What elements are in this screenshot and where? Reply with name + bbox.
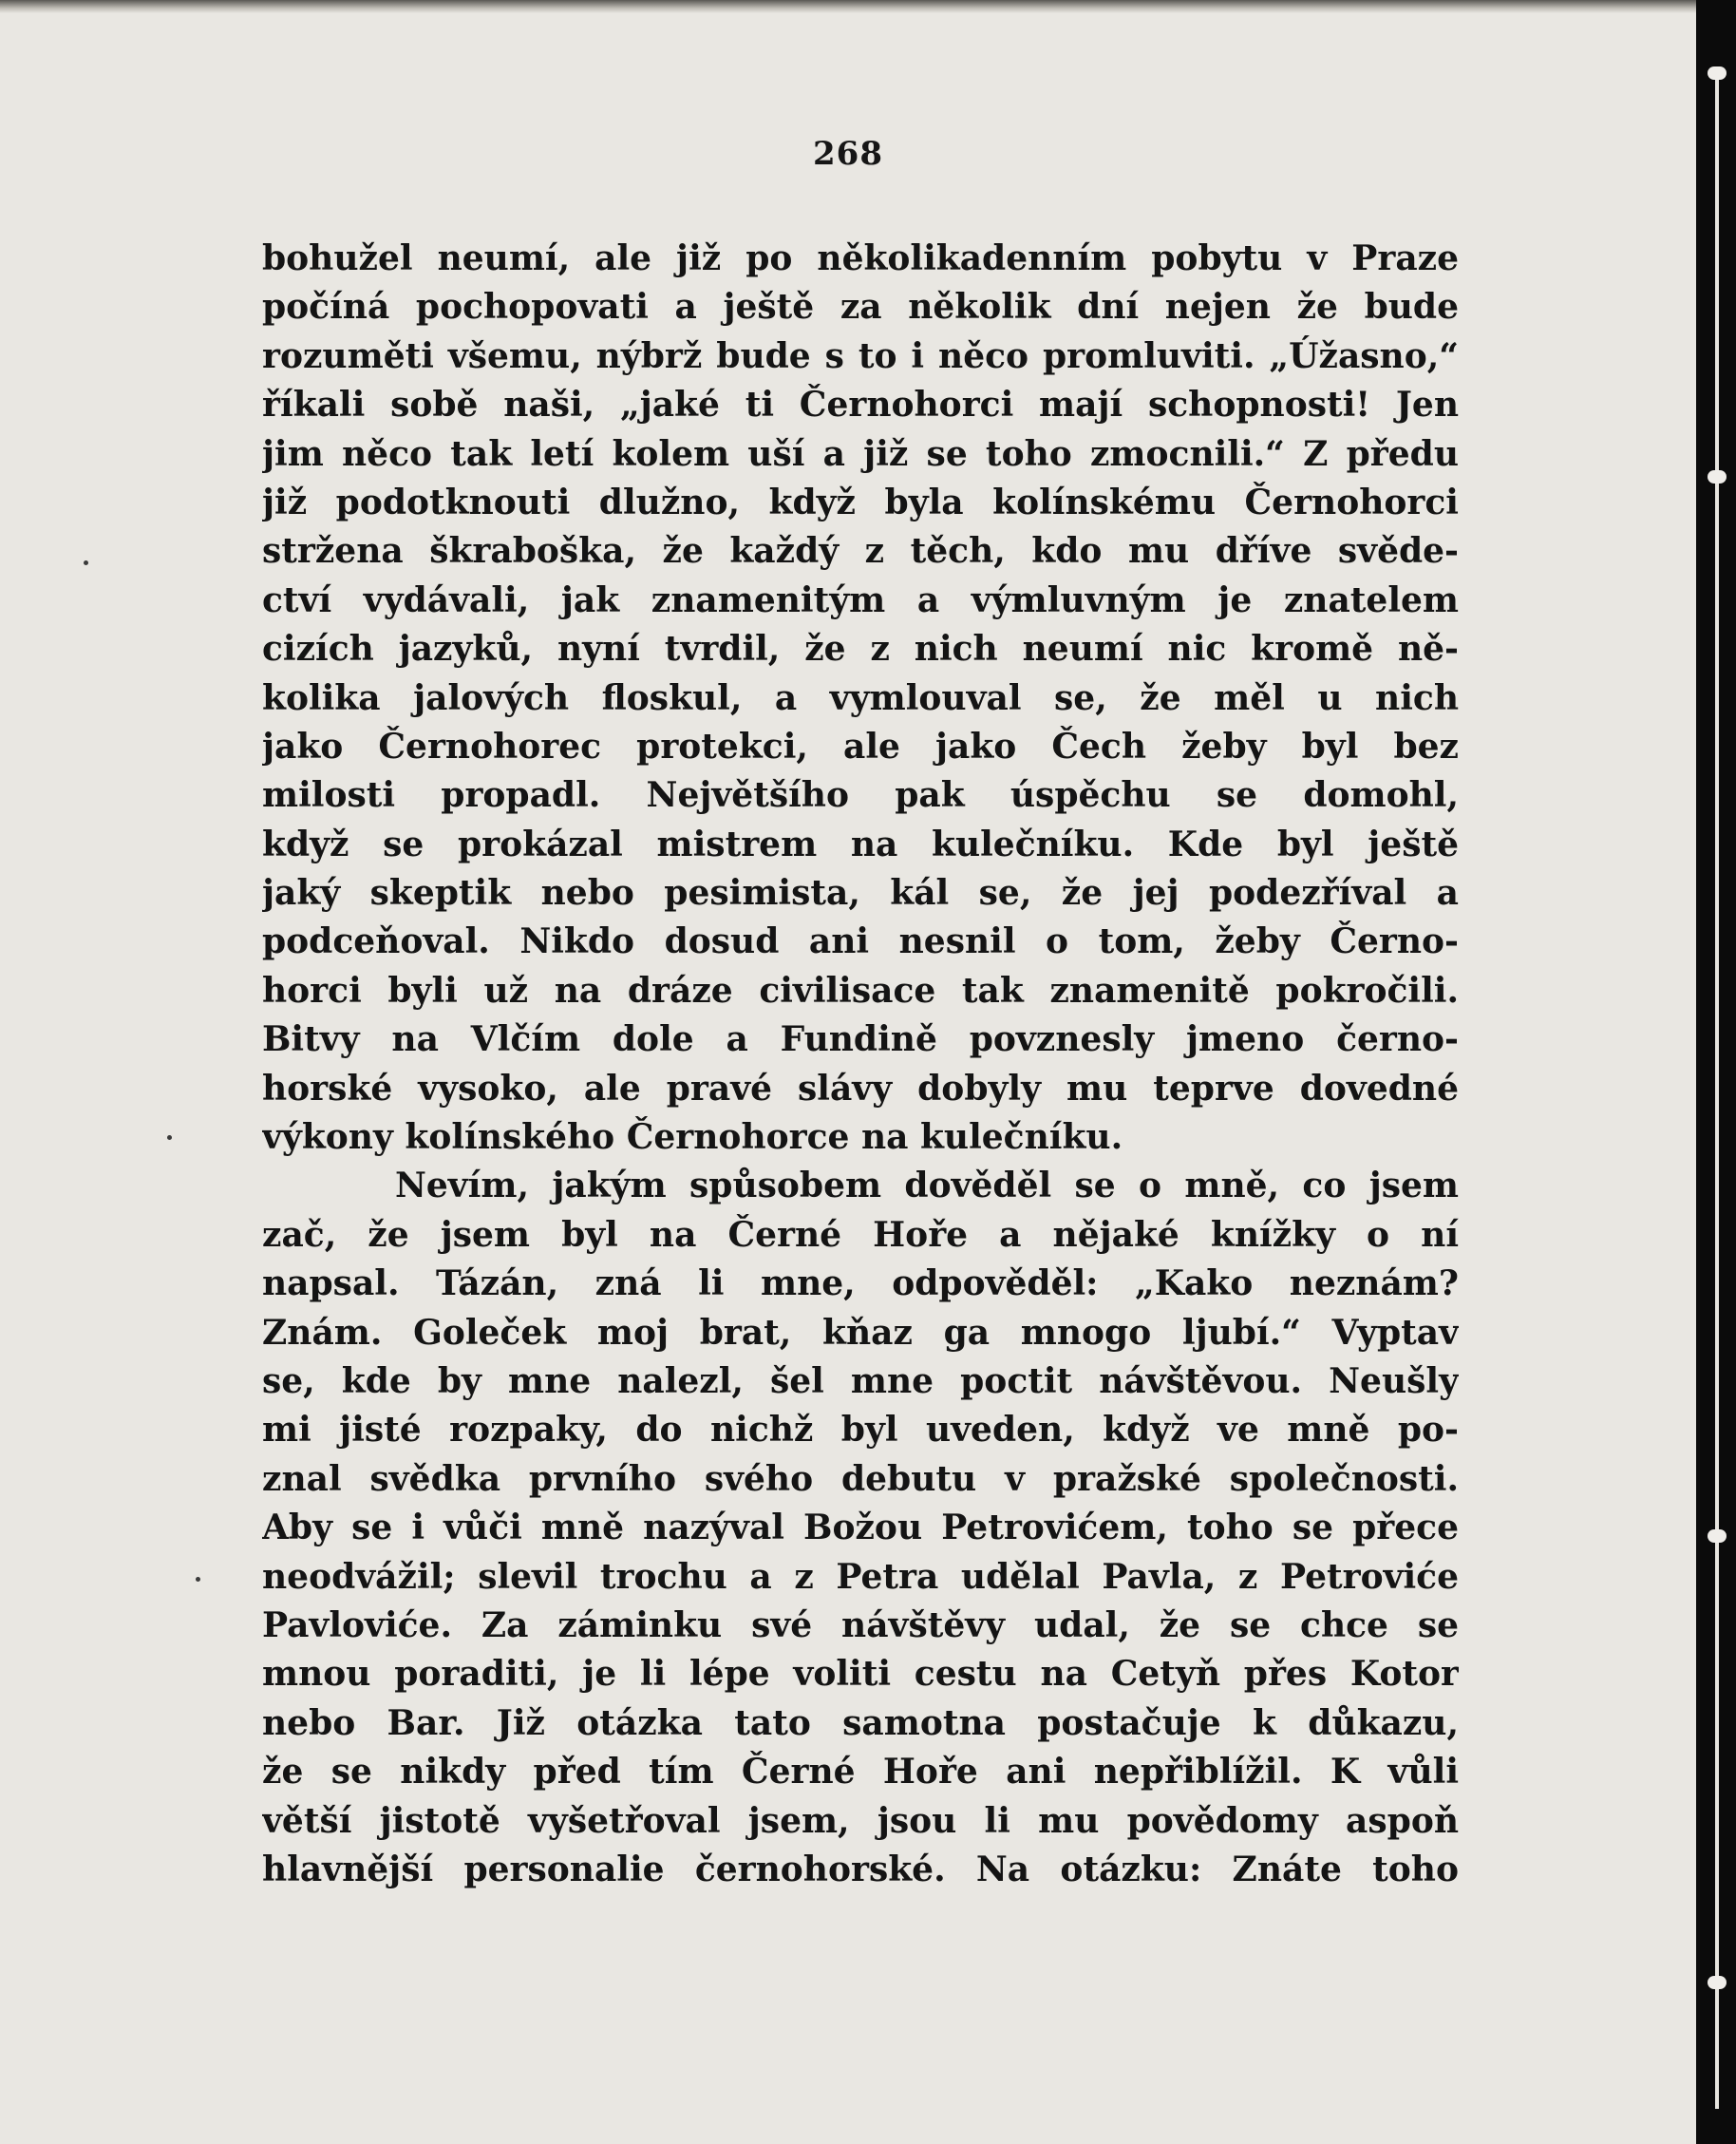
paragraph-last-line: výkony kolínského Černohorce na kulečníku.	[262, 1117, 1123, 1158]
text-line: cizích jazyků, nyní tvrdil, že z nich neumí nic kromě ně-	[262, 629, 1459, 670]
text-line: nebo Bar. Již otázka tato samotna postačuje k důkazu,	[262, 1702, 1459, 1743]
print-speck	[84, 560, 88, 565]
text-line: již podotknouti dlužno, když byla kolínskému Černohorci	[262, 482, 1459, 522]
text-line: když se prokázal mistrem na kulečníku. Kde byl ještě	[262, 824, 1459, 864]
text-line: říkali sobě naši, „jaké ti Černohorci mají schopnosti! Jen	[262, 385, 1459, 426]
text-line: větší jistotě vyšetřoval jsem, jsou li mu povědomy aspoň	[262, 1800, 1459, 1841]
text-line: jaký skeptik nebo pesimista, kál se, že jej podezříval a	[262, 873, 1459, 914]
text-line: kolika jalových floskul, a vymlouval se, že měl u nich	[262, 677, 1459, 718]
text-line: napsal. Tázán, zná li mne, odpověděl: „Kako neznám?	[262, 1263, 1459, 1304]
text-line: Pavloviće. Za záminku své návštěvy udal, že se chce se	[262, 1604, 1459, 1645]
text-line: ctví vydávali, jak znamenitým a výmluvným je znatelem	[262, 579, 1459, 620]
text-line: Aby se i vůči mně nazýval Božou Petrovićem, toho se přece	[262, 1508, 1459, 1548]
text-line: Bitvy na Vlčím dole a Fundině povznesly jmeno černo-	[262, 1019, 1459, 1060]
text-line: jim něco tak letí kolem uší a již se toho zmocnili.“ Z předu	[262, 433, 1459, 474]
text-line: bohužel neumí, ale již po několikadenním pobytu v Praze	[262, 238, 1459, 278]
text-line: rozuměti všemu, nýbrž bude s to i něco promluviti. „Úžasno,“	[262, 335, 1459, 376]
text-line: hlavnější personalie černohorské. Na otázku: Znáte toho	[262, 1849, 1459, 1889]
text-line: mi jisté rozpaky, do nichž byl uveden, když ve mně po-	[262, 1410, 1459, 1451]
scan-edge-mark	[1708, 66, 1727, 80]
text-line: stržena škraboška, že každý z těch, kdo mu dříve svěde-	[262, 531, 1459, 572]
text-line: že se nikdy před tím Černé Hoře ani nepřiblížil. K vůli	[262, 1752, 1459, 1793]
text-line: zač, že jsem byl na Černé Hoře a nějaké knížky o ní	[262, 1214, 1459, 1255]
page-number: 268	[813, 135, 883, 173]
text-line: podceňoval. Nikdo dosud ani nesnil o tom, žeby Černo-	[262, 921, 1459, 962]
scan-edge-mark	[1708, 1976, 1727, 1989]
text-line: mnou poraditi, je li lépe voliti cestu na Cetyň přes Kotor	[262, 1654, 1459, 1695]
text-line: neodvážil; slevil trochu a z Petra udělal Pavla, z Petroviće	[262, 1556, 1459, 1597]
scan-edge-mark	[1708, 470, 1727, 484]
text-line: Znám. Goleček moj brat, kňaz ga mnogo ljubí.“ Vyptav	[262, 1312, 1459, 1353]
text-line: horci byli už na dráze civilisace tak znamenitě pokročili.	[262, 970, 1459, 1011]
paragraph-first-line: Nevím, jakým spůsobem dověděl se o mně, co jsem	[395, 1166, 1459, 1206]
text-line: znal svědka prvního svého debutu v pražské společnosti.	[262, 1458, 1459, 1499]
text-line: počíná pochopovati a ještě za několik dní nejen že bude	[262, 287, 1459, 328]
text-line: se, kde by mne nalezl, šel mne poctit návštěvou. Neušly	[262, 1360, 1459, 1401]
scan-edge-line	[1715, 66, 1719, 2109]
text-line: horské vysoko, ale pravé slávy dobyly mu teprve dovedné	[262, 1068, 1459, 1109]
body-text	[262, 235, 1459, 1894]
text-line: jako Černohorec protekci, ale jako Čech žeby byl bez	[262, 726, 1459, 767]
scan-edge-mark	[1708, 1529, 1727, 1543]
text-line: milosti propadl. Největšího pak úspěchu se domohl,	[262, 775, 1459, 816]
print-speck	[196, 1577, 200, 1582]
page-top-edge	[0, 0, 1696, 13]
scan-right-border	[1696, 0, 1736, 2144]
print-speck	[167, 1135, 172, 1140]
